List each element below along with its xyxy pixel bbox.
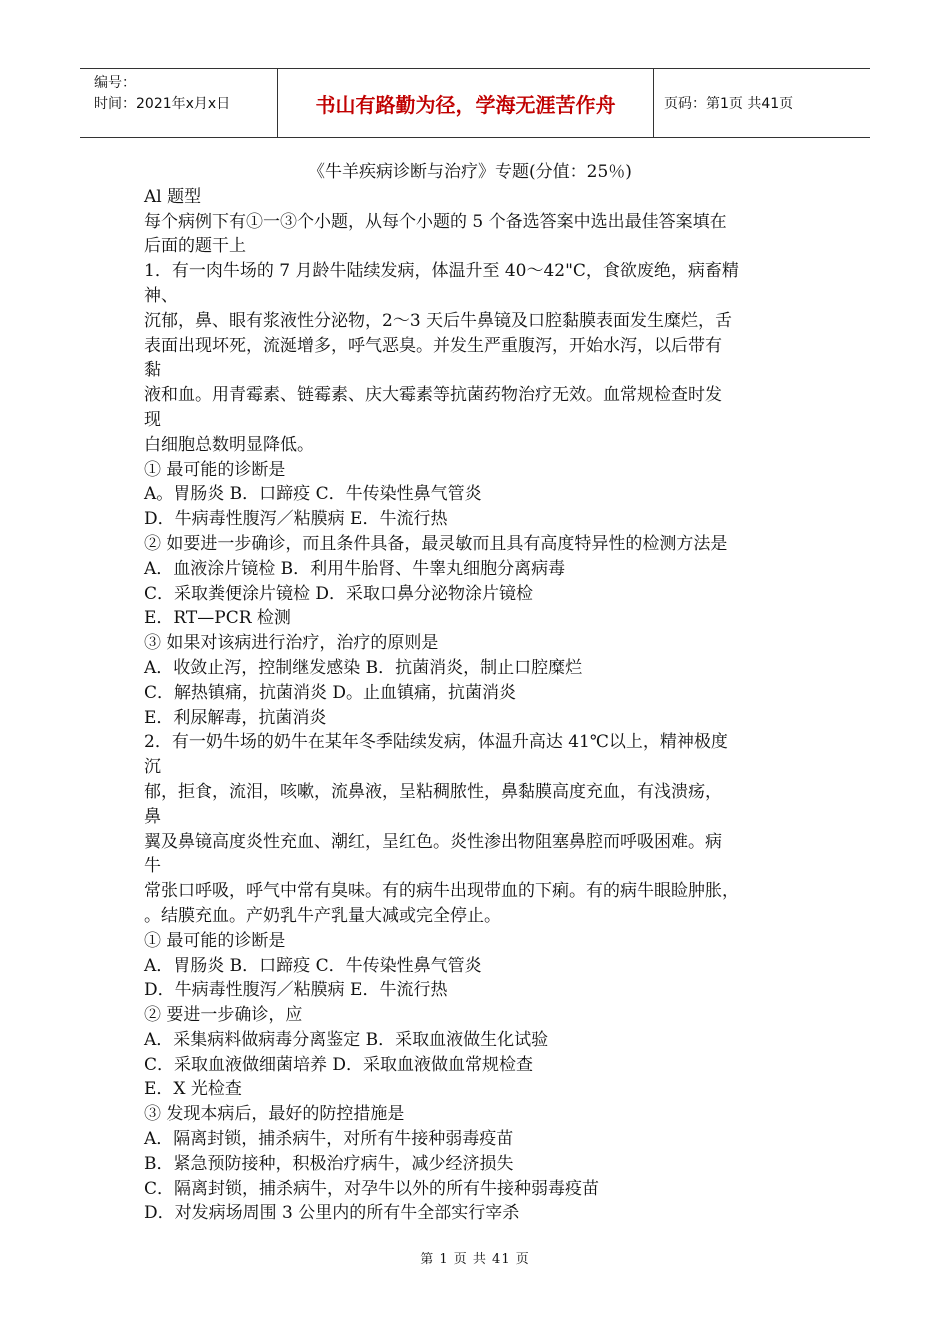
text-line: 鼻 <box>144 806 161 827</box>
text-line: ① 最可能的诊断是 <box>144 930 286 951</box>
text-line: 黏 <box>144 360 161 381</box>
text-line: D．牛病毒性腹泻／粘膜病 E．牛流行热 <box>144 509 448 530</box>
header-meta-cell <box>80 69 278 137</box>
text-line: 沉 <box>144 757 161 778</box>
text-line: Al 题型 <box>144 186 202 207</box>
text-line: E．RT—PCR 检测 <box>144 608 291 629</box>
text-line: E．利尿解毒，抗菌消炎 <box>144 707 327 728</box>
text-line: A。胃肠炎 B．口蹄疫 C．牛传染性鼻气管炎 <box>144 484 482 505</box>
text-line: 表面出现坏死，流涎增多，呼气恶臭。并发生严重腹泻，开始水泻，以后带有 <box>144 335 722 356</box>
text-line: A．采集病料做病毒分离鉴定 B．采取血液做生化试验 <box>144 1029 549 1050</box>
text-line: D．牛病毒性腹泻／粘膜病 E．牛流行热 <box>144 980 448 1001</box>
text-line: 翼及鼻镜高度炎性充血、潮红，呈红色。炎性渗出物阻塞鼻腔而呼吸困难。病 <box>144 831 722 852</box>
text-line: 每个病例下有①一③个小题，从每个小题的 5 个备选答案中选出最佳答案填在 <box>144 211 727 232</box>
text-line: 。结膜充血。产奶乳牛产乳量大减或完全停止。 <box>144 905 501 926</box>
text-line: C．采取血液做细菌培养 D．采取血液做血常规检查 <box>144 1054 534 1075</box>
text-line: A．收敛止泻，控制继发感染 B．抗菌消炎，制止口腔糜烂 <box>144 657 583 678</box>
date-label: 时间：2021年x月x日 <box>94 96 231 112</box>
document-title: 《牛羊疾病诊断与治疗》专题(分值：25％) <box>308 162 632 182</box>
text-line: 郁，拒食，流泪，咳嗽，流鼻液，呈粘稠脓性，鼻黏膜高度充血，有浅溃疡， <box>144 781 722 802</box>
header-motto-cell <box>278 69 654 137</box>
page-header <box>80 68 870 138</box>
text-line: 2．有一奶牛场的奶牛在某年冬季陆续发病，体温升高达 41℃以上，精神极度 <box>144 732 728 753</box>
text-line: ② 如要进一步确诊，而且条件具备，最灵敏而且具有高度特异性的检测方法是 <box>144 533 728 554</box>
text-line: A．胃肠炎 B．口蹄疫 C．牛传染性鼻气管炎 <box>144 955 482 976</box>
text-line: 液和血。用青霉素、链霉素、庆大霉素等抗菌药物治疗无效。血常规检查时发 <box>144 385 722 406</box>
text-line: A．血液涂片镜检 B．利用牛胎肾、牛睾丸细胞分离病毒 <box>144 558 566 579</box>
text-line: 常张口呼吸，呼气中常有臭味。有的病牛出现带血的下痢。有的病牛眼睑肿胀， <box>144 881 739 902</box>
text-lines <box>144 185 816 1226</box>
page-info: 页码：第1页 共41页 <box>664 96 794 112</box>
text-line: A．隔离封锁，捕杀病牛，对所有牛接种弱毒疫苗 <box>144 1129 514 1150</box>
text-line: ② 要进一步确诊，应 <box>144 1005 303 1026</box>
motto-text: 书山有路勤为径，学海无涯苦作舟 <box>315 92 616 117</box>
text-line: C．采取粪便涂片镜检 D．采取口鼻分泌物涂片镜检 <box>144 583 534 604</box>
text-line: ① 最可能的诊断是 <box>144 459 286 480</box>
text-line: 后面的题干上 <box>144 236 246 257</box>
text-line: 白细胞总数明显降低。 <box>144 434 314 455</box>
text-line: B．紧急预防接种，积极治疗病牛，减少经济损失 <box>144 1153 514 1174</box>
text-line: 1．有一肉牛场的 7 月龄牛陆续发病，体温升至 40～42"C，食欲废绝，病畜精 <box>144 261 739 282</box>
text-line: 牛 <box>144 856 161 877</box>
text-line: D．对发病场周围 3 公里内的所有牛全部实行宰杀 <box>144 1203 520 1224</box>
document-body <box>144 160 816 1226</box>
text-line: C．隔离封锁，捕杀病牛，对孕牛以外的所有牛接种弱毒疫苗 <box>144 1178 600 1199</box>
text-line: ③ 如果对该病进行治疗，治疗的原则是 <box>144 633 439 654</box>
text-line: 沉郁，鼻、眼有浆液性分泌物，2～3 天后牛鼻镜及口腔黏膜表面发生糜烂，舌 <box>144 310 733 331</box>
text-line: 现 <box>144 409 161 430</box>
text-line: C．解热镇痛，抗菌消炎 D。止血镇痛，抗菌消炎 <box>144 682 517 703</box>
page-footer: 第 1 页 共 41 页 <box>420 1252 530 1267</box>
text-line: ③ 发现本病后，最好的防控措施是 <box>144 1104 405 1125</box>
text-line: E．X 光检查 <box>144 1079 242 1100</box>
header-page-cell <box>654 69 870 137</box>
code-label: 编号： <box>94 75 136 91</box>
text-line: 神、 <box>144 285 178 306</box>
